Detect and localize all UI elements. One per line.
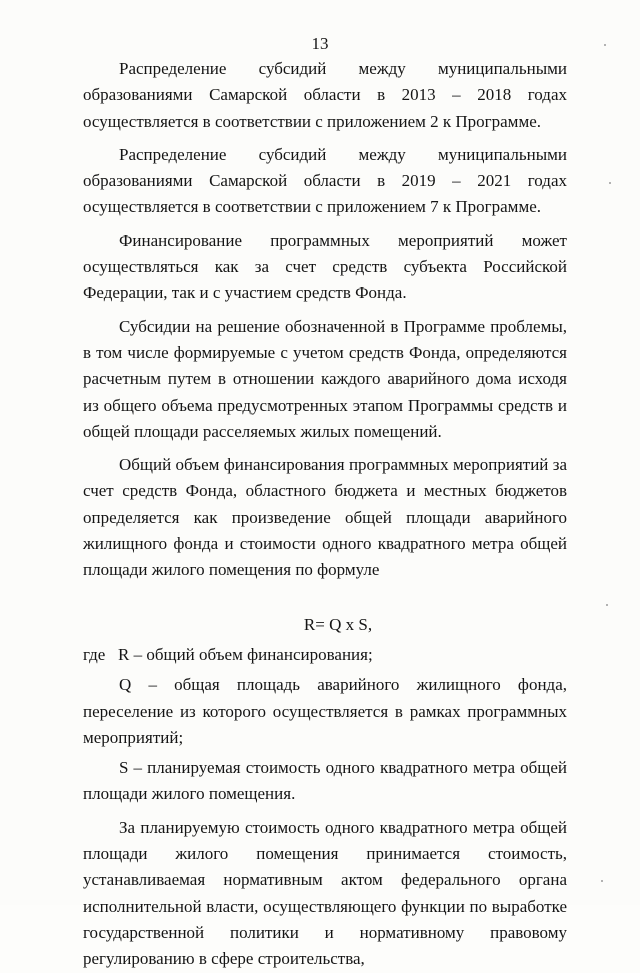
- paragraph-subsidy-calculation: Субсидии на решение обозначенной в Программе проблемы, в том числе формируемые с учетом средств Фонда, определяются расчетным путем в отношении каждого аварийного дома исходя из общего объема предусмотренных этапом Программы средств и общей площади расселяемых жилых помещений.: [83, 316, 567, 441]
- page-number: 13: [311, 34, 329, 53]
- definition-r: [83, 642, 567, 668]
- scan-speck: [609, 182, 611, 184]
- scan-speck: [604, 44, 606, 46]
- paragraph-cost-per-meter: За планируемую стоимость одного квадратного метра общей площади жилого помещения принимается стоимость, устанавливаемая нормативным актом федерального органа исполнительной власти, осуществляющего функции по выработке государственной политики и нормативному правовому регулированию в сфере строительства,: [83, 817, 567, 969]
- paragraph-financing-sources: Финансирование программных мероприятий может осуществляться как за счет средств субъекта Российской Федерации, так и с участием средств Фонда.: [83, 230, 567, 303]
- where-word: где: [83, 644, 106, 664]
- formula: R= Q x S,: [303, 614, 373, 634]
- paragraph-subsidy-2013-2018: Распределение субсидий между муниципальными образованиями Самарской области в 2013 – 2018 годах осуществляется в соответствии с приложением 2 к Программе.: [83, 59, 567, 131]
- definition-r-text: R – общий объем финансирования;: [118, 644, 373, 664]
- definition-s: S – планируемая стоимость одного квадратного метра общей площади жилого помещения.: [83, 758, 567, 804]
- paragraph-subsidy-2019-2021: Распределение субсидий между муниципальными образованиями Самарской области в 2019 – 2021 годах осуществляется в соответствии с приложением 7 к Программе.: [83, 144, 567, 217]
- paragraph-total-financing: Общий объем финансирования программных мероприятий за счет средств Фонда, областного бюджета и местных бюджетов определяется как произведение общей площади аварийного жилищного фонда и стоимости одного квадратного метра общей площади жилого помещения по формуле: [83, 455, 567, 580]
- scan-speck: [601, 880, 603, 882]
- body-text: [83, 56, 567, 973]
- scan-speck: [606, 604, 608, 606]
- definition-q: Q – общая площадь аварийного жилищного фонда, переселение из которого осуществляется в рамках программных мероприятий;: [83, 675, 567, 747]
